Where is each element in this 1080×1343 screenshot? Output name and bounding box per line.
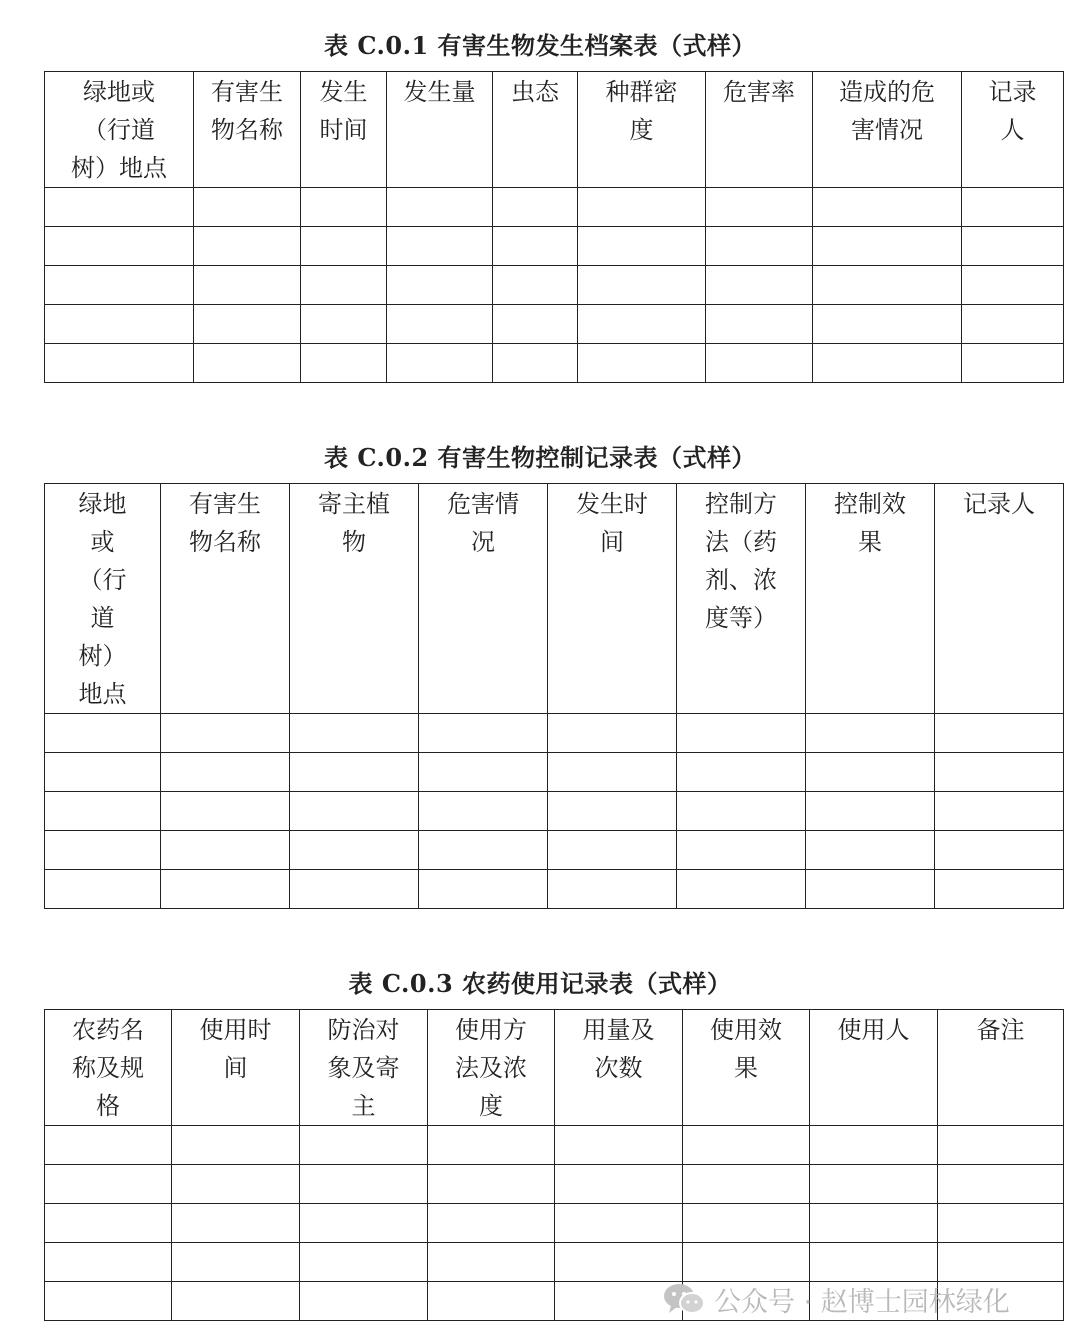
header-population-density: 种群密度	[578, 72, 706, 188]
empty-cell[interactable]	[677, 792, 806, 831]
table-row	[45, 1243, 1064, 1282]
table-row	[45, 753, 1064, 792]
empty-cell[interactable]	[428, 1282, 555, 1321]
empty-cell[interactable]	[194, 188, 301, 227]
pest-control-table	[44, 483, 1064, 909]
empty-cell[interactable]	[962, 344, 1064, 383]
empty-cell[interactable]	[290, 753, 419, 792]
empty-cell[interactable]	[172, 1243, 300, 1282]
empty-cell[interactable]	[706, 305, 813, 344]
empty-cell[interactable]	[813, 266, 962, 305]
table-row	[45, 1126, 1064, 1165]
empty-cell[interactable]	[548, 714, 677, 753]
header-usage-effect: 使用效果	[683, 1010, 810, 1126]
empty-cell[interactable]	[548, 753, 677, 792]
empty-cell[interactable]	[387, 344, 493, 383]
empty-cell[interactable]	[935, 753, 1064, 792]
empty-cell[interactable]	[677, 753, 806, 792]
empty-cell[interactable]	[578, 266, 706, 305]
empty-cell[interactable]	[555, 1204, 683, 1243]
empty-cell[interactable]	[677, 870, 806, 909]
empty-cell[interactable]	[45, 792, 161, 831]
empty-cell[interactable]	[45, 870, 161, 909]
empty-cell[interactable]	[806, 714, 935, 753]
empty-cell[interactable]	[493, 227, 578, 266]
table3-title: 表 C.0.3 农药使用记录表（式样）	[348, 969, 732, 998]
empty-cell[interactable]	[45, 1126, 172, 1165]
empty-cell[interactable]	[810, 1204, 938, 1243]
header-location: 绿地或（行道树）地点	[45, 72, 194, 188]
empty-cell[interactable]	[938, 1243, 1064, 1282]
table-row	[45, 1165, 1064, 1204]
empty-cell[interactable]	[301, 305, 387, 344]
empty-cell[interactable]	[938, 1126, 1064, 1165]
empty-cell[interactable]	[290, 792, 419, 831]
empty-cell[interactable]	[161, 831, 290, 870]
empty-cell[interactable]	[677, 831, 806, 870]
empty-cell[interactable]	[548, 870, 677, 909]
header-user: 使用人	[810, 1010, 938, 1126]
empty-cell[interactable]	[419, 792, 548, 831]
empty-cell[interactable]	[935, 870, 1064, 909]
empty-cell[interactable]	[806, 831, 935, 870]
empty-cell[interactable]	[194, 227, 301, 266]
empty-cell[interactable]	[172, 1282, 300, 1321]
table-row	[45, 344, 1064, 383]
empty-cell[interactable]	[555, 1165, 683, 1204]
header-usage-method: 使用方法及浓度	[428, 1010, 555, 1126]
empty-cell[interactable]	[419, 831, 548, 870]
empty-cell[interactable]	[45, 1243, 172, 1282]
empty-cell[interactable]	[301, 227, 387, 266]
empty-cell[interactable]	[45, 714, 161, 753]
empty-cell[interactable]	[290, 831, 419, 870]
empty-cell[interactable]	[935, 792, 1064, 831]
empty-cell[interactable]	[810, 1126, 938, 1165]
header-host-plant: 寄主植物	[290, 484, 419, 714]
empty-cell[interactable]	[300, 1165, 428, 1204]
empty-cell[interactable]	[493, 344, 578, 383]
watermark	[662, 1281, 1010, 1317]
empty-cell[interactable]	[962, 188, 1064, 227]
header-occurrence-time: 发生时间	[548, 484, 677, 714]
watermark-text: 公众号 · 赵博士园林绿化	[714, 1286, 1010, 1318]
empty-cell[interactable]	[387, 305, 493, 344]
empty-cell[interactable]	[806, 870, 935, 909]
header-recorder: 记录人	[935, 484, 1064, 714]
header-pest-name: 有害生物名称	[161, 484, 290, 714]
table-row	[45, 266, 1064, 305]
empty-cell[interactable]	[428, 1243, 555, 1282]
header-control-method: 控制方法（药剂、浓度等）	[677, 484, 806, 714]
empty-cell[interactable]	[938, 1204, 1064, 1243]
empty-cell[interactable]	[300, 1243, 428, 1282]
empty-cell[interactable]	[194, 344, 301, 383]
empty-cell[interactable]	[300, 1204, 428, 1243]
empty-cell[interactable]	[45, 1282, 172, 1321]
empty-cell[interactable]	[578, 227, 706, 266]
empty-cell[interactable]	[301, 266, 387, 305]
empty-cell[interactable]	[300, 1126, 428, 1165]
empty-cell[interactable]	[428, 1165, 555, 1204]
table-row	[45, 792, 1064, 831]
table-row	[45, 1204, 1064, 1243]
empty-cell[interactable]	[172, 1165, 300, 1204]
pest-occurrence-table	[44, 71, 1064, 383]
empty-cell[interactable]	[290, 870, 419, 909]
empty-cell[interactable]	[706, 188, 813, 227]
pesticide-usage-table	[44, 1009, 1064, 1321]
header-usage-time: 使用时间	[172, 1010, 300, 1126]
empty-cell[interactable]	[813, 344, 962, 383]
empty-cell[interactable]	[45, 305, 194, 344]
empty-cell[interactable]	[428, 1126, 555, 1165]
table-header-row	[45, 1010, 1064, 1126]
empty-cell[interactable]	[45, 753, 161, 792]
empty-cell[interactable]	[813, 188, 962, 227]
empty-cell[interactable]	[935, 831, 1064, 870]
header-dosage-times: 用量及次数	[555, 1010, 683, 1126]
empty-cell[interactable]	[493, 266, 578, 305]
header-occurrence-time: 发生时间	[301, 72, 387, 188]
empty-cell[interactable]	[161, 792, 290, 831]
empty-cell[interactable]	[172, 1126, 300, 1165]
table-row	[45, 831, 1064, 870]
table-row	[45, 714, 1064, 753]
empty-cell[interactable]	[45, 227, 194, 266]
empty-cell[interactable]	[419, 870, 548, 909]
empty-cell[interactable]	[161, 870, 290, 909]
table-row	[45, 305, 1064, 344]
empty-cell[interactable]	[301, 188, 387, 227]
empty-cell[interactable]	[301, 344, 387, 383]
empty-cell[interactable]	[194, 305, 301, 344]
empty-cell[interactable]	[683, 1204, 810, 1243]
header-insect-stage: 虫态	[493, 72, 578, 188]
table-header-row	[45, 484, 1064, 714]
header-damage-situation: 危害情况	[419, 484, 548, 714]
empty-cell[interactable]	[548, 792, 677, 831]
empty-cell[interactable]	[677, 714, 806, 753]
empty-cell[interactable]	[161, 753, 290, 792]
table-header-row	[45, 72, 1064, 188]
empty-cell[interactable]	[493, 305, 578, 344]
header-damage-rate: 危害率	[706, 72, 813, 188]
empty-cell[interactable]	[419, 753, 548, 792]
header-target-host: 防治对象及寄主	[300, 1010, 428, 1126]
empty-cell[interactable]	[813, 227, 962, 266]
table2-title: 表 C.0.2 有害生物控制记录表（式样）	[324, 443, 756, 472]
empty-cell[interactable]	[706, 344, 813, 383]
empty-cell[interactable]	[962, 266, 1064, 305]
empty-cell[interactable]	[555, 1126, 683, 1165]
header-remarks: 备注	[938, 1010, 1064, 1126]
empty-cell[interactable]	[810, 1243, 938, 1282]
header-pesticide-name: 农药名称及规格	[45, 1010, 172, 1126]
table-row	[45, 188, 1064, 227]
table1-title: 表 C.0.1 有害生物发生档案表（式样）	[324, 31, 756, 60]
empty-cell[interactable]	[810, 1165, 938, 1204]
empty-cell[interactable]	[683, 1165, 810, 1204]
empty-cell[interactable]	[578, 344, 706, 383]
empty-cell[interactable]	[45, 188, 194, 227]
empty-cell[interactable]	[45, 1204, 172, 1243]
empty-cell[interactable]	[419, 714, 548, 753]
wechat-icon	[662, 1282, 706, 1316]
empty-cell[interactable]	[45, 266, 194, 305]
empty-cell[interactable]	[962, 305, 1064, 344]
empty-cell[interactable]	[706, 227, 813, 266]
empty-cell[interactable]	[578, 305, 706, 344]
empty-cell[interactable]	[935, 714, 1064, 753]
empty-cell[interactable]	[172, 1204, 300, 1243]
header-control-effect: 控制效果	[806, 484, 935, 714]
empty-cell[interactable]	[548, 831, 677, 870]
empty-cell[interactable]	[45, 1165, 172, 1204]
empty-cell[interactable]	[806, 792, 935, 831]
empty-cell[interactable]	[938, 1165, 1064, 1204]
header-pest-name: 有害生物名称	[194, 72, 301, 188]
empty-cell[interactable]	[962, 227, 1064, 266]
empty-cell[interactable]	[194, 266, 301, 305]
empty-cell[interactable]	[387, 266, 493, 305]
empty-cell[interactable]	[387, 188, 493, 227]
empty-cell[interactable]	[813, 305, 962, 344]
empty-cell[interactable]	[428, 1204, 555, 1243]
empty-cell[interactable]	[706, 266, 813, 305]
empty-cell[interactable]	[683, 1126, 810, 1165]
empty-cell[interactable]	[806, 753, 935, 792]
header-damage-situation: 造成的危害情况	[813, 72, 962, 188]
empty-cell[interactable]	[300, 1282, 428, 1321]
empty-cell[interactable]	[45, 831, 161, 870]
header-location: 绿地或（行道树）地点	[45, 484, 161, 714]
empty-cell[interactable]	[45, 344, 194, 383]
empty-cell[interactable]	[555, 1243, 683, 1282]
table-row	[45, 870, 1064, 909]
empty-cell[interactable]	[290, 714, 419, 753]
table-row	[45, 227, 1064, 266]
empty-cell[interactable]	[493, 188, 578, 227]
empty-cell[interactable]	[578, 188, 706, 227]
empty-cell[interactable]	[387, 227, 493, 266]
header-recorder: 记录人	[962, 72, 1064, 188]
empty-cell[interactable]	[161, 714, 290, 753]
header-occurrence-amount: 发生量	[387, 72, 493, 188]
empty-cell[interactable]	[683, 1243, 810, 1282]
